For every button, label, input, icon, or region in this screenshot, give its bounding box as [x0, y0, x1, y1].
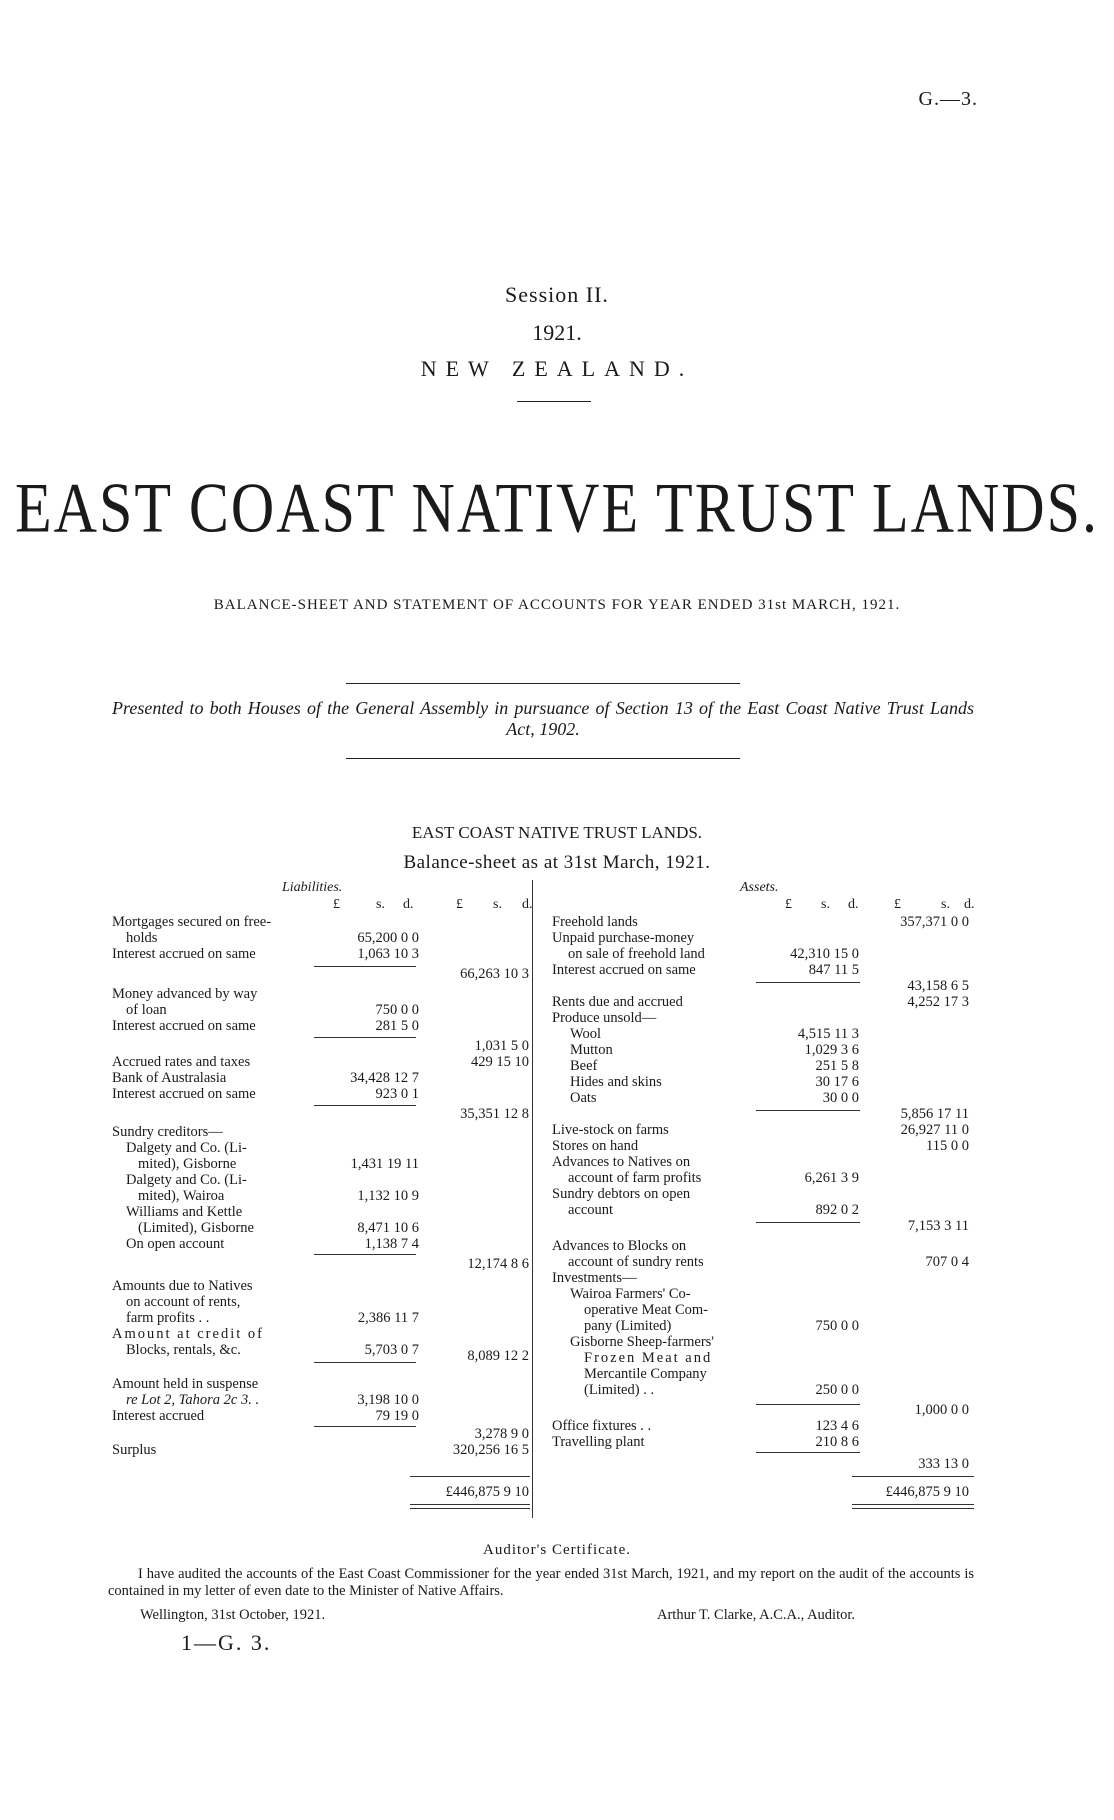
certificate-place: Wellington, 31st October, 1921.: [140, 1607, 326, 1623]
asset-total: 7,153 3 11: [907, 1218, 969, 1234]
liability-value: 1,063 10 3: [357, 946, 419, 962]
liability-label: Interest accrued on same: [112, 1018, 256, 1034]
divider: [346, 758, 740, 759]
liability-label: Amounts due to Natives: [112, 1278, 253, 1294]
asset-label: Live-stock on farms: [552, 1122, 669, 1138]
asset-total: 4,252 17 3: [907, 994, 969, 1010]
document-subtitle: BALANCE-SHEET AND STATEMENT OF ACCOUNTS FOR YEAR ENDED 31st MARCH, 1921.: [213, 597, 901, 613]
asset-label: Stores on hand: [552, 1138, 639, 1154]
liability-value: 1,132 10 9: [357, 1188, 419, 1204]
asset-total: 707 0 4: [925, 1254, 969, 1270]
asset-label: (Limited) . .: [584, 1382, 655, 1398]
liability-label: re Lot 2, Tahora 2c 3. .: [126, 1392, 260, 1408]
liability-value: 8,471 10 6: [357, 1220, 419, 1236]
asset-label: Sundry debtors on open: [552, 1186, 691, 1202]
asset-label: Travelling plant: [552, 1434, 645, 1450]
asset-label: Beef: [570, 1058, 598, 1074]
asset-label: Hides and skins: [570, 1074, 662, 1090]
assets-heading: Assets.: [740, 880, 779, 895]
divider: [346, 683, 740, 684]
asset-label: account of farm profits: [568, 1170, 702, 1186]
asset-label: account of sundry rents: [568, 1254, 704, 1270]
asset-label: pany (Limited): [584, 1318, 672, 1334]
liability-value: 750 0 0: [375, 1002, 419, 1018]
asset-label: account: [568, 1202, 614, 1218]
asset-value: 250 0 0: [815, 1382, 859, 1398]
liability-label: Amount at credit of: [112, 1326, 264, 1342]
liability-value: 79 19 0: [375, 1408, 419, 1424]
col-pounds: £: [785, 897, 792, 912]
column-divider: [532, 880, 533, 1518]
asset-total: 26,927 11 0: [900, 1122, 969, 1138]
col-pence: d.: [403, 897, 414, 912]
liability-label: farm profits . .: [126, 1310, 210, 1326]
certificate-text: I have audited the accounts of the East Coast Commissioner for the year ended 31st March, 1921, and my report on the audit of the accounts is contained in my letter of even date to the Minister of Native Affairs.: [108, 1566, 974, 1599]
liability-label: on account of rents,: [126, 1294, 241, 1310]
asset-label: Produce unsold—: [552, 1010, 657, 1026]
liability-value: 1,431 19 11: [350, 1156, 419, 1172]
session-heading: Session II.: [505, 282, 609, 307]
presented-note: Presented to both Houses of the General Assembly in pursuance of Section 13 of the East Coast Native Trust Lands Act, 1902.: [112, 698, 974, 739]
liability-total: 66,263 10 3: [460, 966, 529, 982]
liability-label: of loan: [126, 1002, 167, 1018]
liabilities-heading: Liabilities.: [282, 880, 343, 895]
total-rule: [852, 1476, 974, 1477]
subtotal-rule: [314, 1105, 416, 1106]
asset-label: Office fixtures . .: [552, 1418, 652, 1434]
liability-value: 34,428 12 7: [350, 1070, 419, 1086]
liability-label: Surplus: [112, 1442, 157, 1458]
col-pounds: £: [894, 897, 901, 912]
col-shillings: s.: [376, 897, 385, 912]
liability-label: mited), Gisborne: [138, 1156, 237, 1172]
asset-total: 1,000 0 0: [914, 1402, 969, 1418]
asset-total: 115 0 0: [926, 1138, 969, 1154]
col-shillings: s.: [941, 897, 950, 912]
asset-value: 6,261 3 9: [804, 1170, 859, 1186]
subtotal-rule: [314, 1037, 416, 1038]
table-title: EAST COAST NATIVE TRUST LANDS.: [411, 823, 703, 842]
asset-label: operative Meat Com-: [584, 1302, 709, 1318]
liability-total: 8,089 12 2: [467, 1348, 529, 1364]
liability-total: 35,351 12 8: [460, 1106, 529, 1122]
subtotal-rule: [314, 1362, 416, 1363]
asset-total: 333 13 0: [918, 1456, 969, 1472]
liability-label: Blocks, rentals, &c.: [126, 1342, 241, 1358]
asset-label: Wairoa Farmers' Co-: [570, 1286, 691, 1302]
asset-label: Wool: [570, 1026, 602, 1042]
asset-label: on sale of freehold land: [568, 946, 705, 962]
asset-total: 43,158 6 5: [907, 978, 969, 994]
asset-value: 750 0 0: [815, 1318, 859, 1334]
asset-label: Freehold lands: [552, 914, 638, 930]
col-shillings: s.: [821, 897, 830, 912]
liability-value: 923 0 1: [375, 1086, 419, 1102]
liability-label: Dalgety and Co. (Li-: [126, 1172, 247, 1188]
year-heading: 1921.: [532, 320, 582, 345]
subtotal-rule: [314, 966, 416, 967]
divider: [517, 401, 591, 402]
asset-label: Investments—: [552, 1270, 637, 1286]
liability-total: 1,031 5 0: [474, 1038, 529, 1054]
liability-label: Interest accrued: [112, 1408, 205, 1424]
liability-label: holds: [126, 930, 158, 946]
certificate-title: Auditor's Certificate.: [483, 1542, 631, 1558]
page-reference: 1—G. 3.: [181, 1630, 272, 1655]
asset-value: 30 0 0: [822, 1090, 859, 1106]
asset-label: Gisborne Sheep-farmers': [570, 1334, 714, 1350]
asset-value: 30 17 6: [815, 1074, 859, 1090]
certificate-signature: Arthur T. Clarke, A.C.A., Auditor.: [657, 1607, 856, 1623]
col-pounds: £: [333, 897, 340, 912]
asset-value: 4,515 11 3: [797, 1026, 859, 1042]
col-pence: d.: [964, 897, 975, 912]
asset-label: Mutton: [570, 1042, 613, 1058]
asset-label: Unpaid purchase-money: [552, 930, 695, 946]
country-heading: NEW ZEALAND.: [420, 356, 694, 381]
subtotal-rule: [756, 1110, 860, 1111]
asset-value: 892 0 2: [815, 1202, 859, 1218]
asset-label: Advances to Blocks on: [552, 1238, 687, 1254]
col-pounds: £: [456, 897, 463, 912]
asset-label: Interest accrued on same: [552, 962, 696, 978]
liability-value: 2,386 11 7: [357, 1310, 419, 1326]
total-rule: [410, 1476, 530, 1477]
liability-label: On open account: [126, 1236, 225, 1252]
subtotal-rule: [756, 1404, 860, 1405]
col-pence: d.: [848, 897, 859, 912]
liability-label: Bank of Australasia: [112, 1070, 227, 1086]
asset-value: 42,310 15 0: [790, 946, 859, 962]
liability-total: 12,174 8 6: [467, 1256, 529, 1272]
asset-value: 210 8 6: [815, 1434, 859, 1450]
liability-label: Dalgety and Co. (Li-: [126, 1140, 247, 1156]
subtotal-rule: [314, 1254, 416, 1255]
subtotal-rule: [314, 1426, 416, 1427]
liability-label: Accrued rates and taxes: [112, 1054, 251, 1070]
asset-value: 847 11 5: [808, 962, 859, 978]
subtotal-rule: [756, 982, 860, 983]
liability-label: Interest accrued on same: [112, 1086, 256, 1102]
liability-total: 320,256 16 5: [452, 1442, 529, 1458]
asset-label: Advances to Natives on: [552, 1154, 691, 1170]
document-reference: G.—3.: [918, 88, 978, 110]
liability-label: Money advanced by way: [112, 986, 258, 1002]
liability-total: 3,278 9 0: [474, 1426, 529, 1442]
liability-label: Sundry creditors—: [112, 1124, 223, 1140]
asset-value: 1,029 3 6: [804, 1042, 859, 1058]
double-rule: [410, 1504, 530, 1509]
col-pence: d.: [522, 897, 533, 912]
asset-label: Frozen Meat and: [584, 1350, 713, 1366]
col-shillings: s.: [493, 897, 502, 912]
asset-label: Oats: [570, 1090, 597, 1106]
document-title: EAST COAST NATIVE TRUST LANDS.: [14, 469, 1099, 548]
asset-value: 123 4 6: [815, 1418, 859, 1434]
liability-label: Amount held in suspense: [112, 1376, 259, 1392]
liability-value: 65,200 0 0: [357, 930, 419, 946]
asset-total: 5,856 17 11: [900, 1106, 969, 1122]
liability-label: Williams and Kettle: [126, 1204, 243, 1220]
table-subtitle: Balance-sheet as at 31st March, 1921.: [403, 852, 711, 873]
asset-label: Mercantile Company: [584, 1366, 707, 1382]
liabilities-grand-total: £446,875 9 10: [445, 1484, 529, 1500]
double-rule: [852, 1504, 974, 1509]
liability-label: Mortgages secured on free-: [112, 914, 272, 930]
liability-value: 3,198 10 0: [357, 1392, 419, 1408]
liability-value: 281 5 0: [375, 1018, 419, 1034]
subtotal-rule: [756, 1452, 860, 1453]
assets-grand-total: £446,875 9 10: [885, 1484, 969, 1500]
asset-value: 251 5 8: [815, 1058, 859, 1074]
subtotal-rule: [756, 1222, 860, 1223]
liability-label: (Limited), Gisborne: [138, 1220, 254, 1236]
liability-label: Interest accrued on same: [112, 946, 256, 962]
liability-value: 5,703 0 7: [364, 1342, 419, 1358]
liability-total: 429 15 10: [471, 1054, 529, 1070]
asset-label: Rents due and accrued: [552, 994, 683, 1010]
certificate-body: [108, 1566, 974, 1600]
asset-total: 357,371 0 0: [900, 914, 969, 930]
liability-label: mited), Wairoa: [138, 1188, 225, 1204]
liability-value: 1,138 7 4: [364, 1236, 419, 1252]
